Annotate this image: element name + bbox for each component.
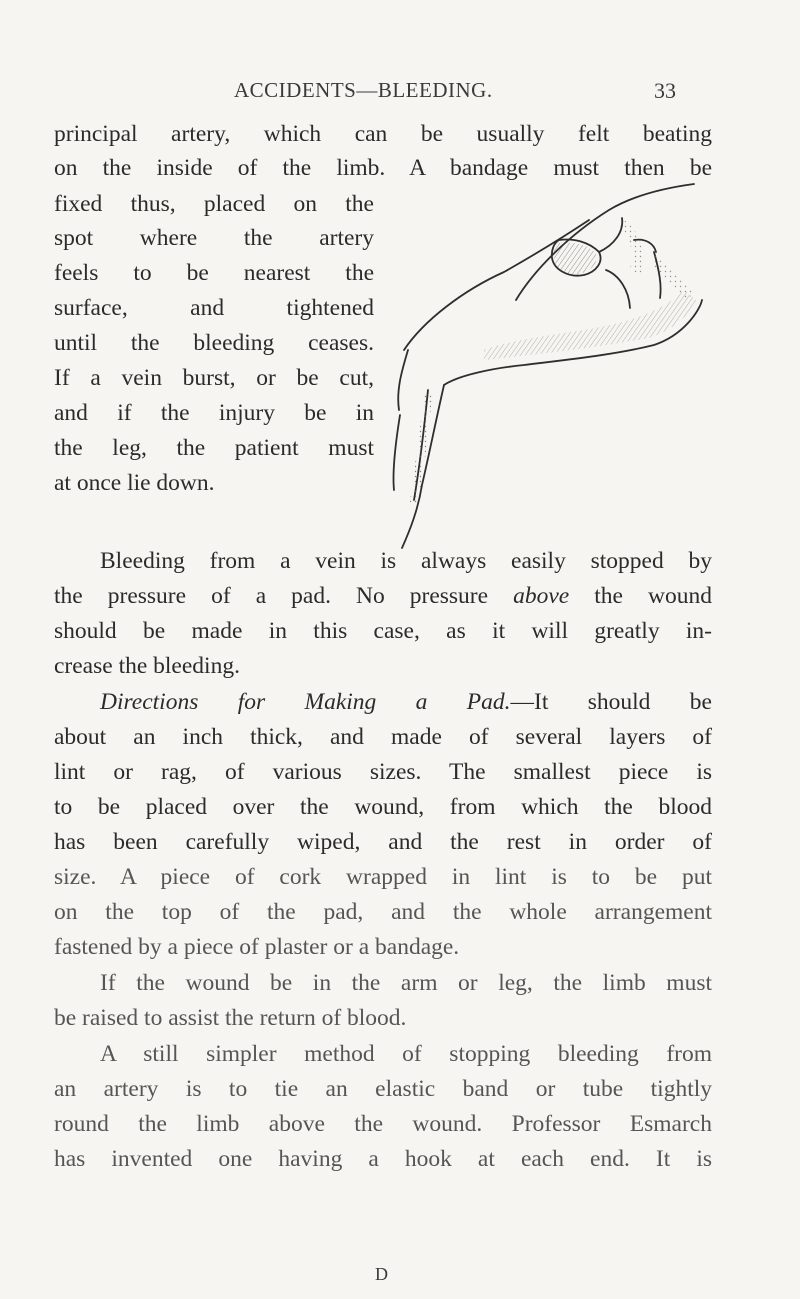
text-line [100,686,712,718]
text-line: has been carefully wiped, and the rest in order of [54,829,712,855]
text-line: to be placed over the wound, from which the blood [54,794,712,820]
text-line: an artery is to tie an elastic band or tube tightly [54,1076,712,1102]
text-span: the pressure of a pad. No pressure [54,583,514,609]
text-line: fastened by a piece of plaster or a bandage. [54,934,460,960]
text-line: spot where the artery [54,225,374,251]
text-line: surface, and tightened [54,295,374,321]
text-line: has invented one having a hook at each end. It is [54,1146,712,1172]
emphasis-word: above [513,583,570,609]
text-line: at once lie down. [54,470,215,496]
text-span: —It should be [510,689,712,715]
text-line: If a vein burst, or be cut, [54,365,374,391]
text-line: If the wound be in the arm or leg, the limb must [100,970,712,996]
text-line: be raised to assist the return of blood. [54,1005,407,1031]
running-head: ACCIDENTS—BLEEDING. [234,78,493,102]
text-line: and if the injury be in [54,400,374,426]
section-heading: Directions for Making a Pad. [100,689,511,715]
text-line: should be made in this case, as it will greatly in- [54,618,712,644]
text-line: until the bleeding ceases. [54,330,374,356]
signature-mark: D [375,1264,388,1284]
text-line: A still simpler method of stopping bleeding from [100,1041,712,1067]
text-line: round the limb above the wound. Professor Esmarch [54,1111,712,1137]
text-span: the wound [569,583,712,609]
text-line: on the top of the pad, and the whole arrangement [54,899,712,925]
text-line: principal artery, which can be usually felt beating [54,121,712,147]
text-line [54,580,712,612]
text-line: fixed thus, placed on the [54,191,374,217]
text-line: Bleeding from a vein is always easily stopped by [100,548,712,574]
text-line: lint or rag, of various sizes. The smallest piece is [54,759,712,785]
text-line: feels to be nearest the [54,260,374,286]
bandaged-limb-illustration [384,180,704,560]
page-number: 33 [654,78,676,103]
text-line: on the inside of the limb. A bandage must then be [54,155,712,181]
text-line: about an inch thick, and made of several layers of [54,724,712,750]
text-line: size. A piece of cork wrapped in lint is to be put [54,864,712,890]
text-line: the leg, the patient must [54,435,374,461]
text-line: crease the bleeding. [54,653,240,679]
